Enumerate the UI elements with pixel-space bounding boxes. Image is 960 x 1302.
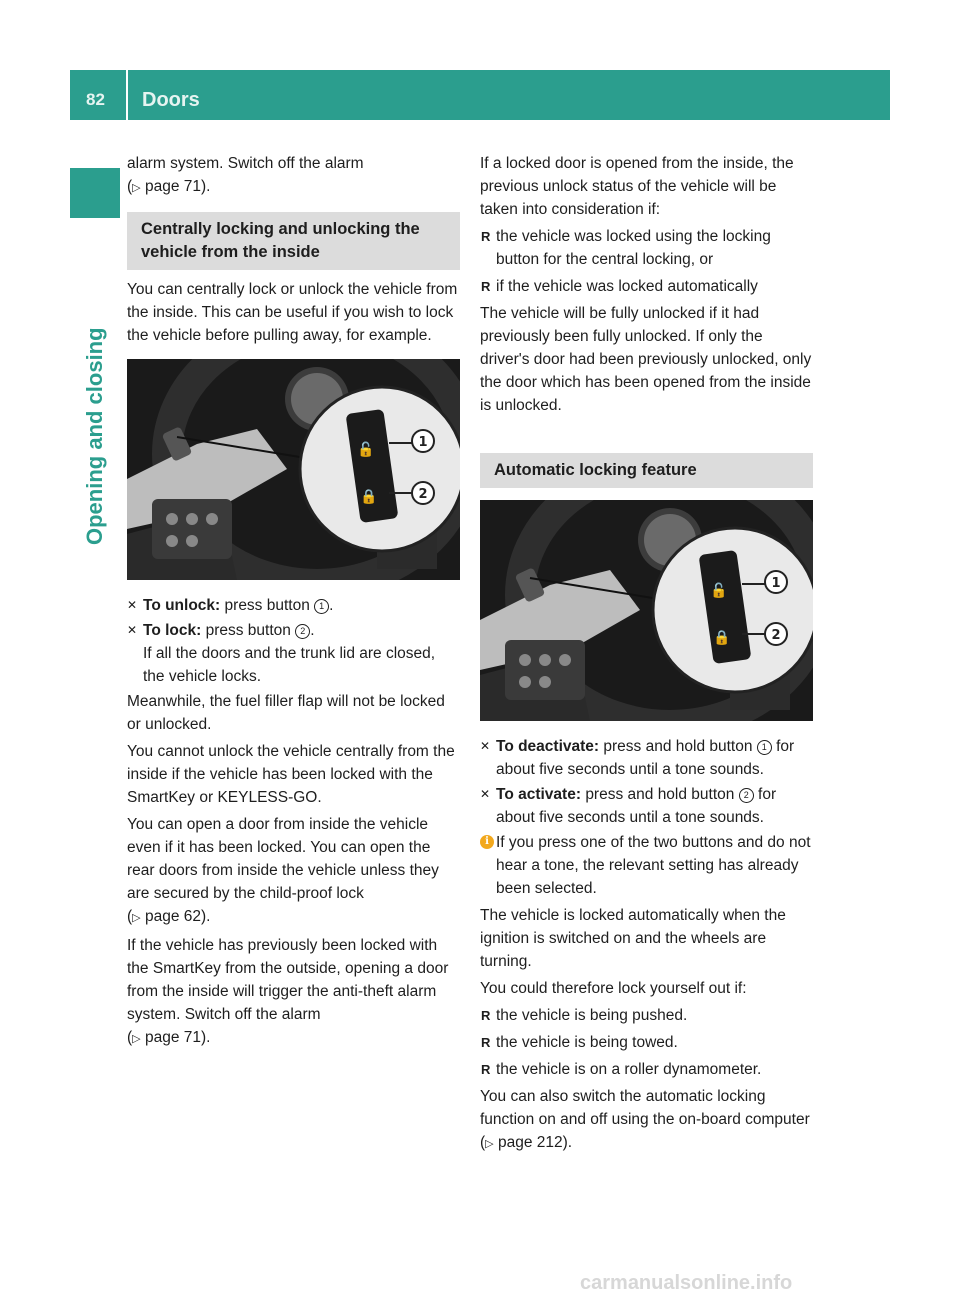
side-section-label: Opening and closing <box>82 327 107 545</box>
page-header <box>70 70 890 120</box>
paragraph: You cannot unlock the vehicle centrally from the inside if the vehicle has been locked with the SmartKey or KEYLESS-GO. <box>127 743 455 806</box>
automatic-locking-buttons-photo <box>480 500 813 721</box>
paragraph: The vehicle is locked automatically when the ignition is switched on and the wheels are turning. <box>480 907 786 970</box>
instruction-deactivate: ✕ To deactivate: press and hold button 1 for about five seconds until a tone sounds. <box>480 735 813 781</box>
paragraph: You can open a door from inside the vehicle even if it has been locked. You can open the rear doors from inside the vehicle unless they are secured by the child-proof lock (▷ page 62). <box>127 816 439 925</box>
step-arrow-icon: ✕ <box>127 598 138 612</box>
bullet-icon: R <box>481 1008 491 1023</box>
step-arrow-icon: ✕ <box>480 739 491 753</box>
list-item: R the vehicle was locked using the locking button for the central locking, or <box>480 225 813 271</box>
list-item: R the vehicle is being towed. <box>480 1031 813 1054</box>
step-arrow-icon: ✕ <box>127 623 138 637</box>
page-ref-link[interactable]: page 71). <box>144 178 211 195</box>
instruction-lock: ✕ To lock: press button 2 . If all the doors and the trunk lid are closed, the vehicle locks. <box>127 619 460 688</box>
bullet-icon: R <box>481 229 491 244</box>
info-note: i If you press one of the two buttons and do not hear a tone, the relevant setting has already been selected. <box>480 831 813 900</box>
side-tab-marker <box>70 168 120 218</box>
page-ref-arrow-icon: ▷ <box>132 182 141 194</box>
paragraph: You can centrally lock or unlock the vehicle from the inside. This can be useful if you wish to lock the vehicle before pulling away, for example. <box>127 281 458 344</box>
list-item: R the vehicle is being pushed. <box>480 1004 813 1027</box>
instruction-unlock: ✕ To unlock: press button 1 . <box>127 594 460 617</box>
page-ref-arrow-icon: ▷ <box>485 1138 494 1150</box>
button-number-badge: 1 <box>757 740 772 755</box>
chapter-title: Doors <box>142 89 200 111</box>
left-column <box>127 152 460 1055</box>
watermark: carmanualsonline.info <box>580 1272 793 1294</box>
step-arrow-icon: ✕ <box>480 787 491 801</box>
paragraph: If a locked door is opened from the inside, the previous unlock status of the vehicle will be taken into consideration if: <box>480 155 794 218</box>
paragraph: The vehicle will be fully unlocked if it had previously been fully unlocked. If only the driver's door had been previously unlocked, only the door which has been opened from the inside is unlocked. <box>480 305 812 414</box>
list-item: R the vehicle is on a roller dynamometer. <box>480 1058 813 1081</box>
info-icon: i <box>480 835 494 849</box>
button-number-badge: 1 <box>314 599 329 614</box>
paragraph: You can also switch the automatic locking function on and off using the on-board computer (▷ page 212). <box>480 1088 810 1151</box>
paragraph: If the vehicle has previously been locked with the SmartKey from the outside, opening a door from the inside will trigger the anti-theft alarm system. Switch off the alarm (▷ page 71). <box>127 937 449 1046</box>
page-ref-link[interactable]: page 62). <box>144 908 211 925</box>
page-number: 82 <box>86 90 105 109</box>
page-ref-arrow-icon: ▷ <box>132 1033 141 1045</box>
door-lock-buttons-photo <box>127 359 460 580</box>
intro-text: alarm system. Switch off the alarm (▷ page 71). <box>127 155 364 195</box>
button-number-badge: 2 <box>295 624 310 639</box>
paragraph: You could therefore lock yourself out if: <box>480 980 747 997</box>
section-heading-central-locking: Centrally locking and unlocking the vehicle from the inside <box>127 212 460 270</box>
paragraph: Meanwhile, the fuel filler flap will not be locked or unlocked. <box>127 693 445 733</box>
right-column <box>480 152 813 1160</box>
page-ref-arrow-icon: ▷ <box>132 912 141 924</box>
list-item: R if the vehicle was locked automatically <box>480 275 813 298</box>
bullet-icon: R <box>481 1035 491 1050</box>
bullet-icon: R <box>481 1062 491 1077</box>
section-heading-automatic-locking: Automatic locking feature <box>480 453 813 488</box>
header-divider <box>126 70 128 120</box>
page-ref-link[interactable]: page 71). <box>144 1029 211 1046</box>
instruction-activate: ✕ To activate: press and hold button 2 for about five seconds until a tone sounds. <box>480 783 813 829</box>
button-number-badge: 2 <box>739 788 754 803</box>
bullet-icon: R <box>481 279 491 294</box>
page-ref-link[interactable]: page 212). <box>497 1134 573 1151</box>
